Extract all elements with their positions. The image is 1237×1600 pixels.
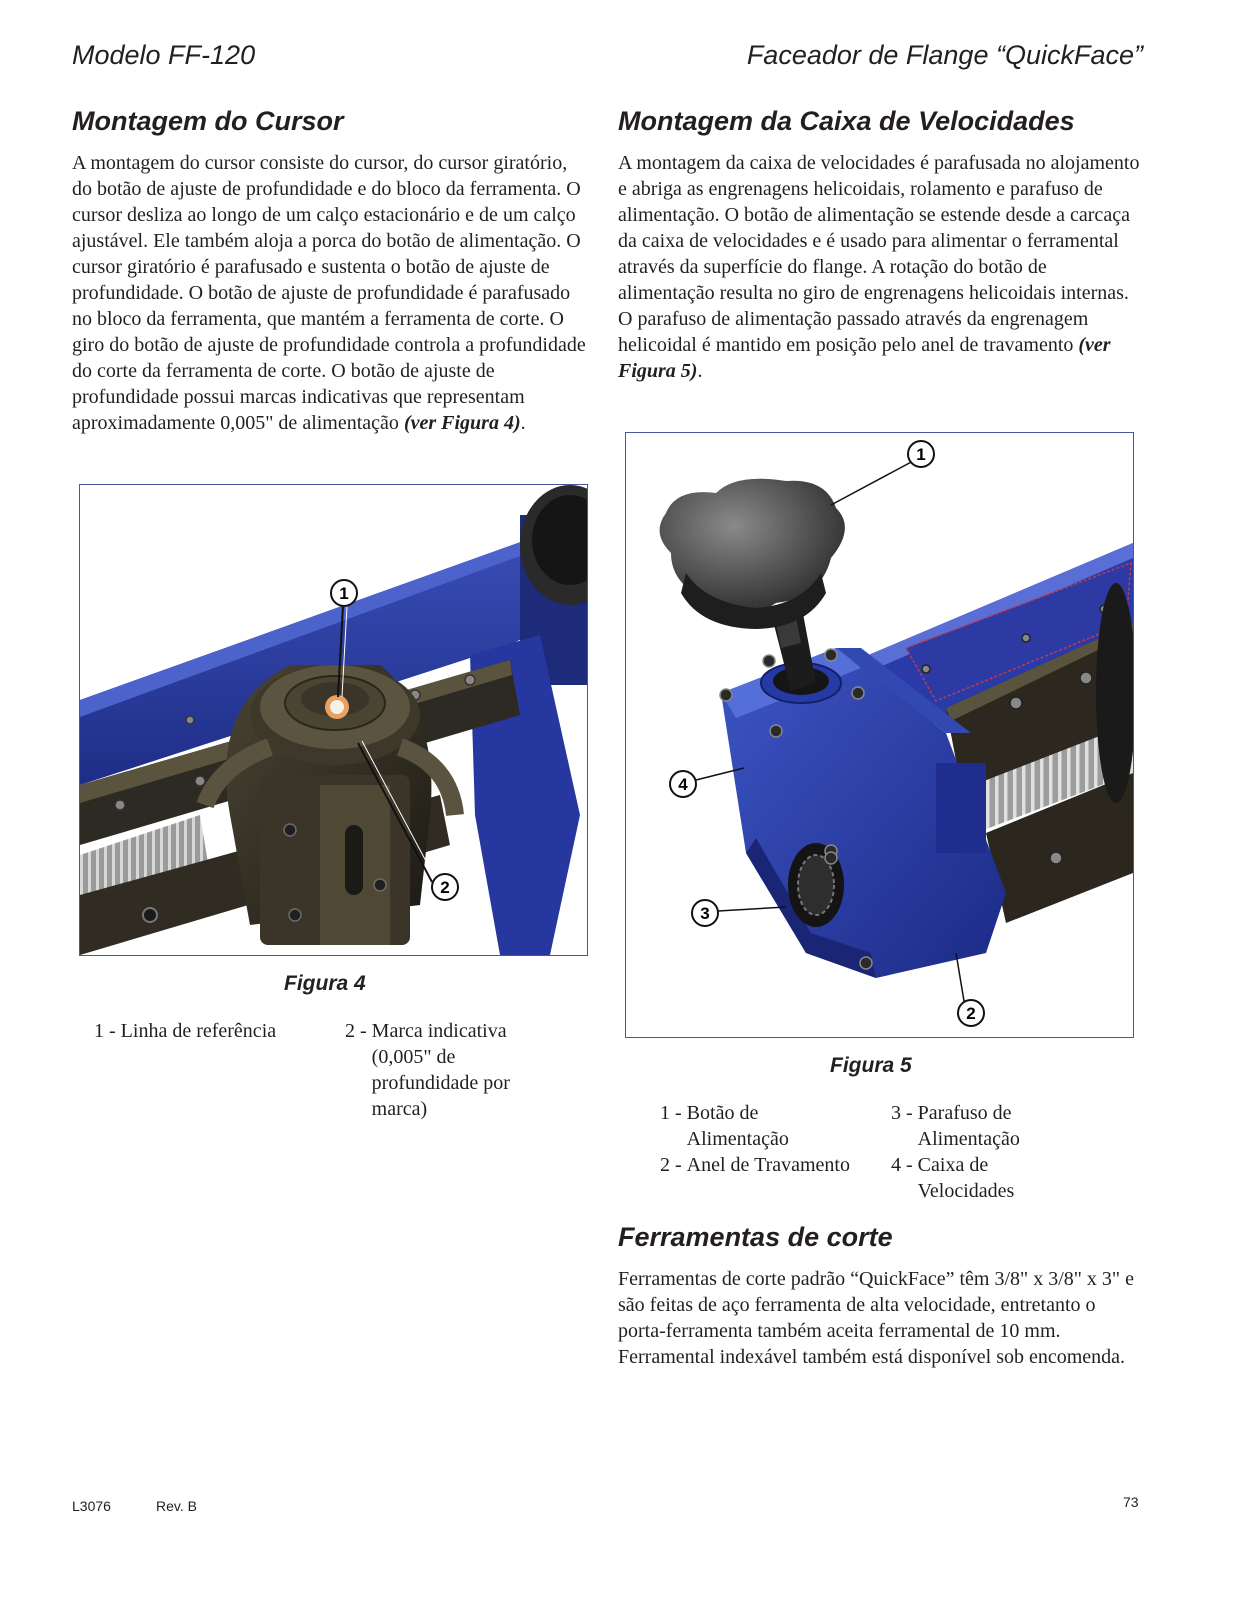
legend-number: 4 - [891, 1154, 918, 1176]
header-product: Faceador de Flange “QuickFace” [746, 40, 1143, 70]
legend-text: Linha de referência [120, 1020, 277, 1042]
legend-text: Parafuso de Alimentação [917, 1102, 1020, 1150]
legend-text: Anel de Travamento [686, 1154, 850, 1176]
page-number: 73 [1123, 1494, 1139, 1510]
callout-1: 1 [339, 584, 349, 603]
callout-4: 4 [678, 775, 688, 794]
callout-2: 2 [966, 1004, 976, 1023]
legend-item [891, 1100, 1051, 1152]
legend-item [345, 1018, 535, 1122]
section-title-cursor: Montagem do Cursor [72, 106, 344, 136]
section-title-tools: Ferramentas de corte [618, 1222, 893, 1252]
body-text: A montagem da caixa de velocidades é parafusada no alojamento e abriga as engrenagens helicoidais, rolamento e parafuso de alimentação. O botão de alimentação se estende desde a carcaça da caixa de velocidades e é usado para alimentar o ferramental através da superfície do flange. A rotação do botão de alimentação resulta no giro de engrenagens helicoidais internas. O parafuso de alimentação passado através da engrenagem helicoidal é mantido em posição pelo anel de travamento [618, 152, 1140, 356]
figure-5-image [625, 432, 1134, 1038]
header-model: Modelo FF-120 [72, 40, 256, 70]
figure-4-caption: Figura 4 [284, 972, 366, 995]
figure-5-legend [660, 1100, 1140, 1210]
legend-number: 2 - [345, 1020, 372, 1042]
callout-3: 3 [700, 904, 710, 923]
callout-2: 2 [440, 878, 450, 897]
legend-number: 1 - [94, 1020, 121, 1042]
figure-5-caption: Figura 5 [830, 1054, 912, 1077]
section-body-cursor [72, 150, 592, 436]
legend-item [660, 1152, 888, 1178]
legend-item [660, 1100, 830, 1152]
cursor-assembly-illustration [80, 485, 587, 955]
figure-4-legend [94, 1018, 594, 1128]
footer-doc-number: L3076 [72, 1498, 111, 1514]
body-end: . [520, 412, 526, 434]
body-end: . [697, 360, 703, 382]
legend-number: 3 - [891, 1102, 918, 1124]
figure-reference: (ver Figura 4) [403, 412, 521, 434]
body-text: A montagem do cursor consiste do cursor, do cursor giratório, do botão de ajuste de profundidade e do bloco da ferramenta. O cursor desliza ao longo de um calço estacionário e de um calço ajustável. Ele também aloja a porca do botão de alimentação. O cursor giratório é parafusado e sustenta o botão de ajuste de profundidade. O botão de ajuste de profundidade é parafusado no bloco da ferramenta, que mantém a ferramenta de corte. O giro do botão de ajuste de profundidade controla a profundidade do corte da ferramenta de corte. O botão de ajuste de profundidade possui marcas indicativas que representam aproximadamente 0,005" de alimentação [72, 152, 586, 434]
figure-4-image [79, 484, 588, 956]
legend-text: Marca indicativa (0,005" de profundidade por marca) [371, 1020, 510, 1120]
figure-reference: (ver Figura 5) [618, 334, 1111, 382]
legend-item [891, 1152, 1051, 1204]
callout-1: 1 [916, 445, 926, 464]
legend-item [94, 1018, 344, 1044]
gearbox-assembly-illustration [626, 433, 1133, 1037]
legend-number: 2 - [660, 1154, 687, 1176]
legend-text: Caixa de Velocidades [917, 1154, 1015, 1202]
legend-number: 1 - [660, 1102, 687, 1124]
section-body-gearbox [618, 150, 1143, 384]
legend-text: Botão de Alimentação [686, 1102, 789, 1150]
section-title-gearbox: Montagem da Caixa de Velocidades [618, 106, 1075, 136]
section-body-tools: Ferramentas de corte padrão “QuickFace” têm 3/8" x 3/8" x 3" e são feitas de aço ferramenta de alta velocidade, entretanto o porta-ferramenta também aceita ferramental de 10 mm. Ferramental indexável também está disponível sob encomenda. [618, 1268, 1134, 1368]
footer-revision: Rev. B [156, 1498, 197, 1514]
